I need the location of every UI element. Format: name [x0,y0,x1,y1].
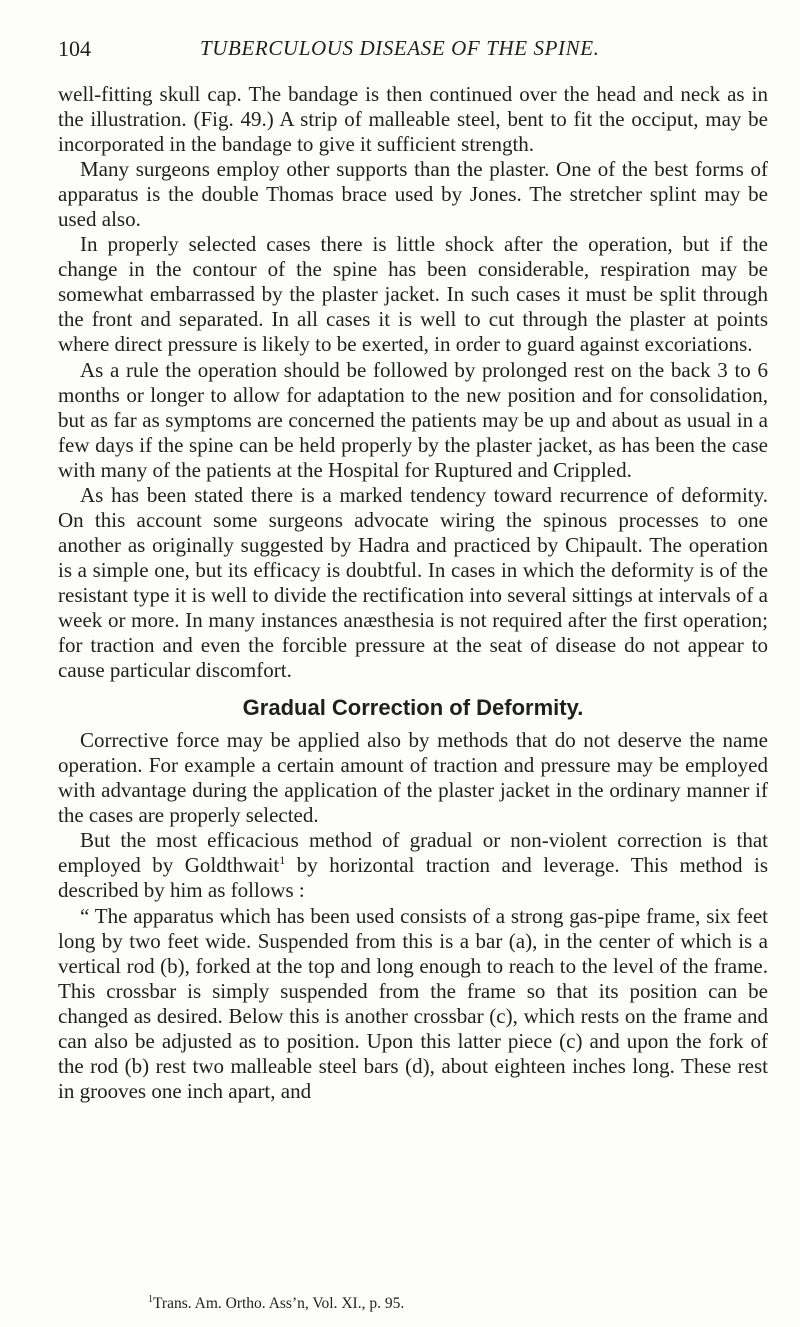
body-text [58,82,768,1104]
paragraph: As a rule the operation should be followed by prolonged rest on the back 3 to 6 months or longer to allow for adaptation to the new position and for consolidation, but as far as symptoms are concerned the patients may be up and about as usual in a few days if the spine can be held properly by the plaster jacket, as has been the case with many of the patients at the Hospital for Ruptured and Crippled. [58,357,768,482]
paragraph-text: But the most efficacious method of gradual or non-violent correction is that employed by Goldthwait [58,828,768,878]
footnote-reference: 1 [279,853,286,868]
running-title: TUBERCULOUS DISEASE OF THE SPINE. [200,36,600,60]
paragraph-with-footnote-ref [58,828,768,903]
paragraph: Many surgeons employ other supports than the plaster. One of the best forms of apparatus is the double Thomas brace used by Jones. The stretcher splint may be used also. [58,157,768,232]
footnote [148,1295,404,1313]
paragraph-text: by horizontal traction and leverage. This method is described by him as follows : [58,853,768,903]
paragraph: In properly selected cases there is little shock after the operation, but if the change in the contour of the spine has been considerable, respiration may be somewhat embarrassed by the plaster jacket. In such cases it must be split through the front and separated. In all cases it is well to cut through the plaster at points where direct pressure is likely to be exerted, in order to guard against excoriations. [58,232,768,357]
running-head [58,36,758,66]
page-number: 104 [58,36,91,61]
section-heading: Gradual Correction of Deformity. [242,695,584,721]
paragraph: As has been stated there is a marked tendency toward recurrence of deformity. On this account some surgeons advocate wiring the spinous processes to one another as originally suggested by Hadra and practiced by Chipault. The operation is a simple one, but its efficacy is doubtful. In cases in which the deformity is of the resistant type it is well to divide the rectification into several sittings at intervals of a week or more. In many instances anæsthesia is not required after the first operation; for traction and even the forcible pressure at the seat of disease do not appear to cause particular discomfort. [58,482,768,683]
footnote-text: Trans. Am. Ortho. Ass’n, Vol. XI., p. 95. [153,1295,405,1312]
quoted-paragraph: “ The apparatus which has been used consists of a strong gas-pipe frame, six feet long by two feet wide. Suspended from this is a bar (a), in the center of which is a vertical rod (b), forked at the top and long enough to reach to the level of the frame. This crossbar is simply suspended from the frame so that its position can be changed as desired. Below this is another crossbar (c), which rests on the frame and can also be adjusted as to position. Upon this latter piece (c) and upon the fork of the rod (b) rest two malleable steel bars (d), about eighteen inches long. These rest in grooves one inch apart, and [58,903,768,1103]
footnote-marker: 1 [148,1293,153,1305]
paragraph: Corrective force may be applied also by methods that do not deserve the name operation. For example a certain amount of traction and pressure may be employed with advantage during the application of the plaster jacket in the ordinary manner if the cases are properly selected. [58,728,768,828]
paragraph: well-fitting skull cap. The bandage is then continued over the head and neck as in the illustration. (Fig. 49.) A strip of malleable steel, bent to fit the occiput, may be incorporated in the bandage to give it sufficient strength. [58,82,768,157]
